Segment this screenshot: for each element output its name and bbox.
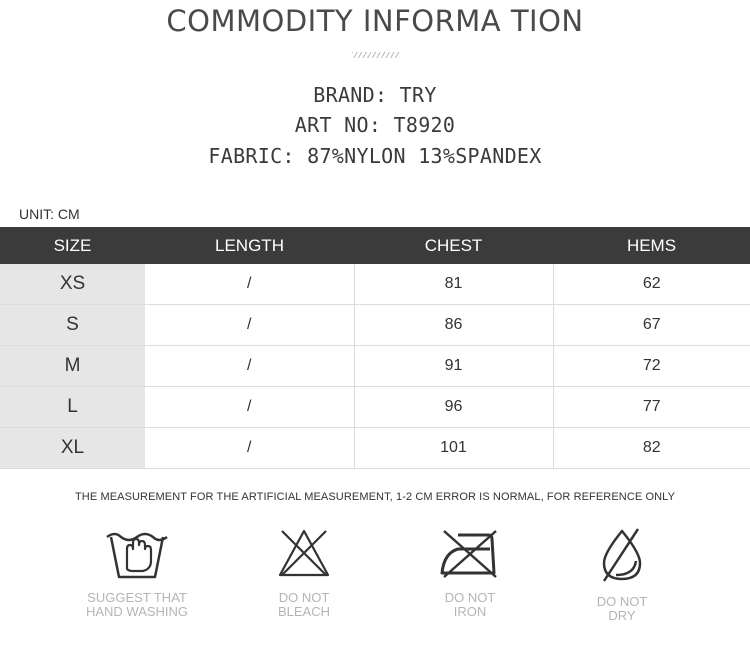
header-chest: CHEST (354, 227, 553, 264)
care-label (234, 591, 374, 619)
length-cell: / (145, 264, 354, 305)
title-divider (352, 52, 400, 58)
header-length: LENGTH (145, 227, 354, 264)
length-cell: / (145, 428, 354, 469)
care-label (552, 595, 692, 623)
hand-wash-icon (105, 525, 169, 581)
care-label-line: DO NOT (278, 590, 330, 605)
length-cell: / (145, 346, 354, 387)
unit-label: UNIT: CM (19, 206, 80, 222)
table-row (0, 387, 750, 428)
chest-cell: 81 (354, 264, 553, 305)
care-label-line: HAND WASHING (85, 604, 189, 619)
measurement-note: THE MEASUREMENT FOR THE ARTIFICIAL MEASUREMENT, 1-2 CM ERROR IS NORMAL, FOR REFERENCE ONLY (74, 491, 676, 503)
hems-cell: 62 (553, 264, 750, 305)
hems-cell: 67 (553, 305, 750, 346)
header-size: SIZE (0, 227, 145, 264)
care-item-hand-wash (67, 525, 207, 619)
page-title: COMMODITY INFORMA TION (166, 4, 584, 38)
table-row (0, 428, 750, 469)
care-label-line: DO NOT (596, 594, 648, 609)
hems-cell: 82 (553, 428, 750, 469)
chest-cell: 96 (354, 387, 553, 428)
size-cell: L (0, 387, 145, 428)
size-cell: XS (0, 264, 145, 305)
do-not-dry-icon (594, 525, 650, 585)
size-table (0, 227, 750, 469)
brand-line: BRAND: TRY (313, 83, 437, 107)
chest-cell: 101 (354, 428, 553, 469)
care-label-line: BLEACH (277, 604, 331, 619)
care-item-no-bleach (234, 525, 374, 619)
chest-cell: 86 (354, 305, 553, 346)
care-label-line: DRY (608, 608, 636, 623)
care-label-line: SUGGEST THAT (87, 590, 187, 605)
do-not-bleach-icon (276, 525, 332, 581)
size-cell: XL (0, 428, 145, 469)
table-row (0, 305, 750, 346)
care-label (400, 591, 540, 619)
size-cell: M (0, 346, 145, 387)
chest-cell: 91 (354, 346, 553, 387)
hems-cell: 72 (553, 346, 750, 387)
art-no-line: ART NO: T8920 (294, 113, 456, 137)
length-cell: / (145, 387, 354, 428)
fabric-line: FABRIC: 87%NYLON 13%SPANDEX (208, 144, 542, 168)
hems-cell: 77 (553, 387, 750, 428)
care-label (67, 591, 207, 619)
table-header-row (0, 227, 750, 264)
length-cell: / (145, 305, 354, 346)
care-label-line: IRON (453, 604, 487, 619)
do-not-iron-icon (438, 525, 502, 581)
care-item-no-dry (552, 525, 692, 623)
header-hems: HEMS (553, 227, 750, 264)
table-row (0, 346, 750, 387)
table-row (0, 264, 750, 305)
size-cell: S (0, 305, 145, 346)
care-item-no-iron (400, 525, 540, 619)
care-label-line: DO NOT (444, 590, 496, 605)
